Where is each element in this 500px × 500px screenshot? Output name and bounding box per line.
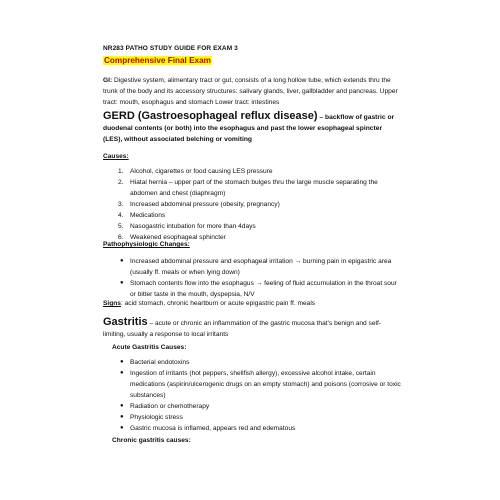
gerd-heading bbox=[103, 111, 403, 145]
causes-list bbox=[118, 166, 404, 243]
gastritis-title: Gastritis bbox=[103, 316, 148, 328]
patho-heading: Pathophysiologic Changes: bbox=[103, 241, 190, 248]
list-item: ● Gastric mucosa is inflamed, appears red and edematous bbox=[120, 425, 296, 432]
list-item: 2. Hiatal hernia – upper part of the stomach bulges thru the large muscle separating the abdomen and chest (diaphragm) bbox=[118, 179, 378, 197]
chronic-causes-heading: Chronic gastritis causes: bbox=[112, 437, 191, 444]
patho-list bbox=[118, 256, 404, 300]
list-item: ● Bacterial endotoxins bbox=[120, 359, 190, 366]
list-item: 1. Alcohol, cigarettes or food causing LES pressure bbox=[118, 168, 273, 175]
list-item: 6. Weakened esophageal sphincter bbox=[118, 234, 226, 241]
list-item: ● Ingestion of irritants (hot peppers, shellfish allergy), excessive alcohol intake, certain medications (aspirin/ulcerogenic drugs on an empty stomach) and poisons (corrosive or toxic substances) bbox=[120, 370, 401, 399]
list-item: ● Physiologic stress bbox=[120, 414, 183, 421]
gastritis-heading bbox=[103, 317, 403, 340]
acute-causes-heading: Acute Gastritis Causes: bbox=[112, 344, 187, 351]
list-item: ● Increased abdominal pressure and esophageal irritation → burning pain in epigastric area (usually ff. meals or when lying down) bbox=[120, 258, 392, 276]
signs-line bbox=[103, 300, 500, 307]
exam-title-text: Comprehensive Final Exam bbox=[104, 56, 211, 65]
acute-causes-list bbox=[118, 357, 404, 434]
exam-title bbox=[103, 56, 500, 65]
list-item: ● Stomach contents flow into the esophagus → feeling of fluid accumulation in the throat sour or bitter taste in the mouth, dyspepsia, N/V bbox=[120, 280, 397, 298]
list-item: ● Radiation or chemotherapy bbox=[120, 403, 210, 410]
gastritis-description: – acute or chronic an inflammation of the gastric mucosa that’s benign and self-limiting, usually a response to local irritants bbox=[103, 320, 381, 338]
document-header: NR283 PATHO STUDY GUIDE FOR EXAM 3 bbox=[103, 45, 238, 52]
gerd-description: – backflow of gastric or duodenal contents (or both) into the esophagus and past the lower esophageal spincter (LES), without associated belching or vomiting bbox=[103, 114, 395, 143]
signs-label: Signs bbox=[103, 300, 121, 307]
gi-label: GI: bbox=[103, 77, 113, 84]
gi-paragraph bbox=[103, 75, 403, 108]
list-item: 4. Medications bbox=[118, 212, 166, 219]
gerd-title: GERD (Gastroesophageal reflux disease) bbox=[103, 110, 318, 122]
list-item: 3. Increased abdominal pressure (obesity, pregnancy) bbox=[118, 201, 280, 208]
list-item: 5. Nasogastric intubation for more than 4days bbox=[118, 223, 256, 230]
signs-text: : acid stomach, chronic heartburn or acute epigastric pain ff. meals bbox=[120, 300, 316, 307]
gi-text: Digestive system, alimentary tract or gut, consists of a long hollow tube, which extends thru the trunk of the body and its accessory structures: salivary glands, liver, gallbladder and pancreas. Upper tract: mouth, esophagus and stomach Lower tract: intestines bbox=[103, 77, 398, 106]
causes-heading: Causes: bbox=[103, 153, 129, 160]
